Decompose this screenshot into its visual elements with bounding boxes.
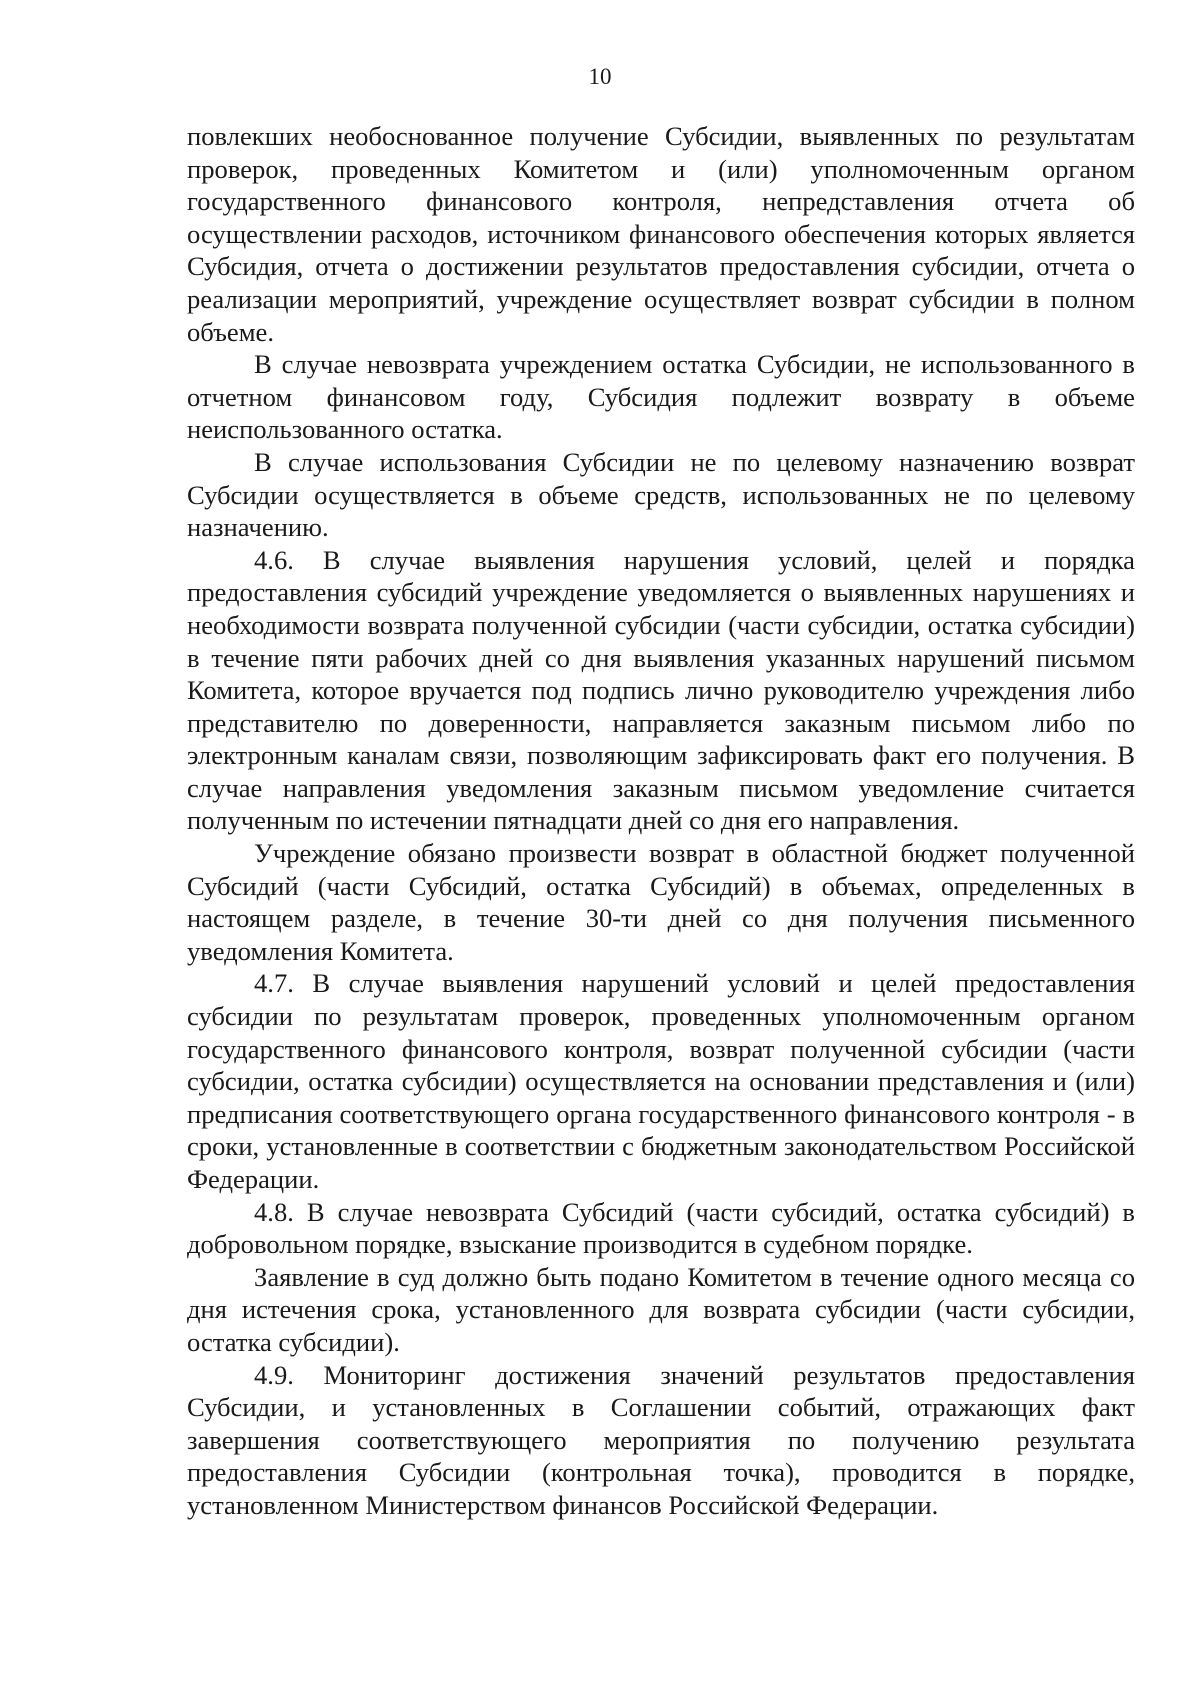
paragraph-4-8: 4.8. В случае невозврата Субсидий (части субсидий, остатка субсидий) в добровольном порядке, взыскание производится в судебном порядке.: [187, 1196, 1135, 1260]
paragraph-continuation: повлекших необоснованное получение Субсидии, выявленных по результатам проверок, проведенных Комитетом и (или) уполномоченным органом государственного финансового контроля, непредставления отчета об осуществлении расходов, источником финансового обеспечения которых является Субсидия, отчета о достижении результатов предоставления субсидии, отчета о реализации мероприятий, учреждение осуществляет возврат субсидии в полном объеме.: [187, 121, 1135, 347]
document-body: [187, 120, 1135, 1522]
paragraph-unreturned-balance: В случае невозврата учреждением остатка Субсидии, не использованного в отчетном финансовом году, Субсидия подлежит возврату в объеме неиспользованного остатка.: [187, 349, 1135, 445]
page-number: 10: [588, 64, 612, 89]
paragraph-misuse-return: В случае использования Субсидии не по целевому назначению возврат Субсидии осуществляется в объеме средств, использованных не по целевому назначению.: [187, 446, 1135, 543]
paragraph-return-obligation: Учреждение обязано произвести возврат в областной бюджет полученной Субсидий (части Субсидий, остатка Субсидий) в объемах, определенных в настоящем разделе, в течение 30-ти дней со дня получения письменного уведомления Комитета.: [187, 838, 1135, 966]
paragraph-4-9: 4.9. Мониторинг достижения значений результатов предоставления Субсидии, и установленных в Соглашении событий, отражающих факт завершения соответствующего мероприятия по получению результата предоставления Субсидии (контрольная точка), проводится в порядке, установленном Министерством финансов Российской Федерации.: [187, 1359, 1135, 1520]
paragraph-4-7: 4.7. В случае выявления нарушений условий и целей предоставления субсидии по результатам проверок, проведенных уполномоченным органом государственного финансового контроля, возврат полученной субсидии (части субсидии, остатка субсидии) осуществляется на основании представления и (или) предписания соответствующего органа государственного финансового контроля - в сроки, установленные в соответствии с бюджетным законодательством Российской Федерации.: [187, 968, 1135, 1194]
paragraph-court-claim: Заявление в суд должно быть подано Комитетом в течение одного месяца со дня истечения срока, установленного для возврата субсидии (части субсидии, остатка субсидии).: [187, 1261, 1135, 1357]
paragraph-4-6: 4.6. В случае выявления нарушения условий, целей и порядка предоставления субсидий учреждение уведомляется о выявленных нарушениях и необходимости возврата полученной субсидии (части субсидии, остатка субсидии) в течение пяти рабочих дней со дня выявления указанных нарушений письмом Комитета, которое вручается под подпись лично руководителю учреждения либо представителю по доверенности, направляется заказным письмом либо по электронным каналам связи, позволяющим зафиксировать факт его получения. В случае направления уведомления заказным письмом уведомление считается полученным по истечении пятнадцати дней со дня его направления.: [187, 544, 1135, 836]
